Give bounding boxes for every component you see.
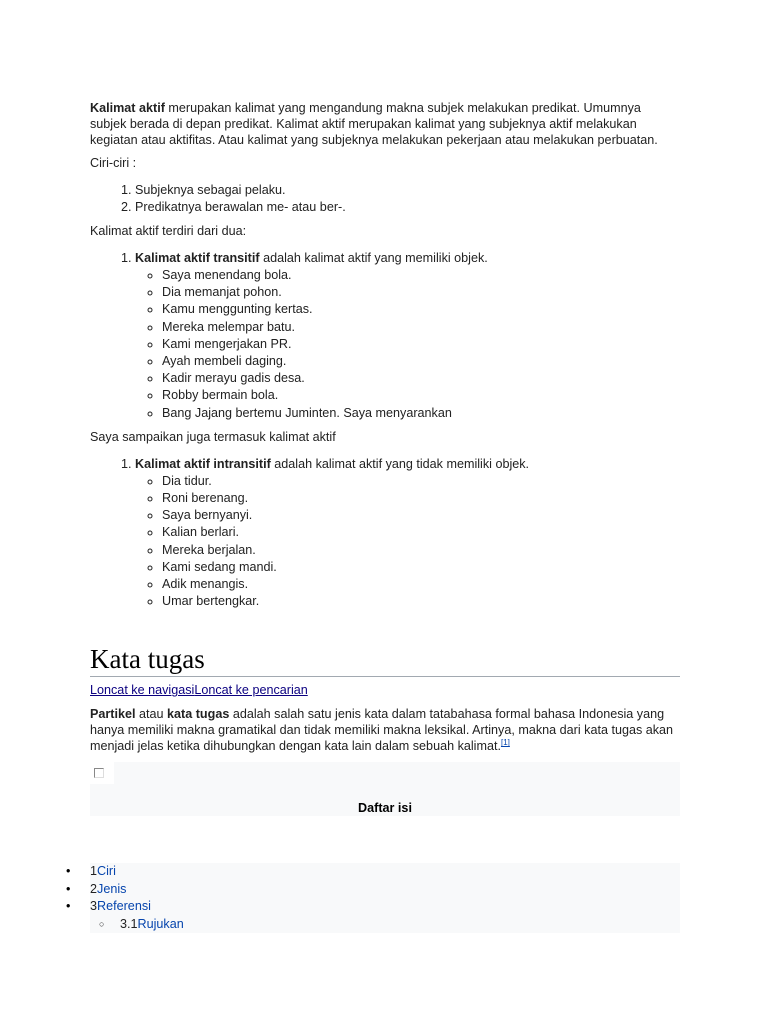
jump-links <box>90 682 680 698</box>
list-item: 1. Subjeknya sebagai pelaku. <box>135 182 680 199</box>
reference-superscript <box>501 738 510 747</box>
section-heading: Kata tugas <box>90 642 680 677</box>
list-item: ◦ Ayah membeli daging. <box>162 353 680 370</box>
list-item: ◦ Robby bermain bola. <box>162 387 680 404</box>
bullet-icon: • <box>66 899 71 913</box>
list-item: ◦ Kami mengerjakan PR. <box>162 336 680 353</box>
toc-toggle[interactable] <box>90 762 114 784</box>
toc-title: Daftar isi <box>358 801 412 816</box>
toc-item-referensi[interactable] <box>66 898 680 916</box>
sampaikan-text: Saya sampaikan juga termasuk kalimat aktif <box>90 429 336 444</box>
list-item: ◦ Mereka berjalan. <box>162 542 680 559</box>
list-item: ◦ Dia tidur. <box>162 473 680 490</box>
transitif-examples <box>135 267 680 422</box>
toc-number: 3 <box>90 899 98 913</box>
article-content <box>90 100 680 816</box>
toc-link[interactable]: Ciri <box>97 864 116 878</box>
list-item: ◦ Bang Jajang bertemu Juminten. Saya menyarankan <box>162 405 680 422</box>
toc-number: 1 <box>90 864 98 878</box>
list-item: ◦ Dia memanjat pohon. <box>162 284 680 301</box>
ciri-label: Ciri-ciri : <box>90 156 137 170</box>
toc-header <box>90 762 680 816</box>
jump-to-search-link[interactable]: Loncat ke pencarian <box>194 683 308 698</box>
list-item: ◦ Saya bernyanyi. <box>162 507 680 524</box>
connector-text: atau <box>135 707 168 722</box>
list-item: ◦ Saya menendang bola. <box>162 267 680 284</box>
transitif-text: adalah kalimat aktif yang memiliki objek. <box>259 251 488 265</box>
list-item: ◦ Adik menangis. <box>162 576 680 593</box>
toc-list <box>66 863 680 933</box>
bullet-icon: • <box>66 881 71 896</box>
list-item: ◦ Mereka melempar batu. <box>162 319 680 336</box>
toc-item-ciri[interactable] <box>66 863 680 881</box>
circle-bullet-icon: ○ <box>99 918 105 929</box>
intransitif-text: adalah kalimat aktif yang tidak memiliki objek. <box>270 456 530 471</box>
toc-item-rujukan[interactable] <box>90 916 680 934</box>
toc-number: 2 <box>90 881 98 896</box>
partikel-term: Partikel <box>90 707 136 722</box>
list-item: ◦ Roni berenang. <box>162 490 680 507</box>
intransitif-item <box>135 456 680 611</box>
list-item: ◦ Kadir merayu gadis desa. <box>162 370 680 387</box>
toc-link[interactable]: Rujukan <box>137 916 184 931</box>
jump-to-navigation-link[interactable]: Loncat ke navigasi <box>90 683 195 698</box>
toc-link[interactable]: Jenis <box>97 881 127 896</box>
transitif-term: Kalimat aktif transitif <box>135 251 260 265</box>
list-item: 2. Predikatnya berawalan me- atau ber-. <box>135 199 680 216</box>
kata-tugas-term: kata tugas <box>167 707 230 722</box>
intransitif-list <box>90 456 680 611</box>
intro-term: Kalimat aktif <box>90 101 165 115</box>
transitif-item <box>135 250 680 422</box>
terdiri-label: Kalimat aktif terdiri dari dua: <box>90 224 247 238</box>
bullet-icon: • <box>66 864 71 878</box>
toc-number: 3.1 <box>120 916 138 931</box>
ciri-list <box>90 182 680 216</box>
toc-toggle-checkbox-icon[interactable] <box>94 768 104 778</box>
list-item: ◦ Umar bertengkar. <box>162 593 680 610</box>
list-item: ◦ Kamu menggunting kertas. <box>162 301 680 318</box>
list-item: ◦ Kami sedang mandi. <box>162 559 680 576</box>
kata-tugas-text: adalah salah satu jenis kata dalam tatabahasa formal bahasa Indonesia yang hanya memiliki makna gramatikal dan tidak memiliki makna leksikal. Artinya, makna dari kata tugas akan menjadi jelas ketika dihubungkan dengan kata lain dalam sebuah kalimat. <box>90 707 674 754</box>
list-item: ◦ Kalian berlari. <box>162 524 680 541</box>
intro-text: merupakan kalimat yang mengandung makna subjek melakukan predikat. Umumnya subjek berada di depan predikat. Kalimat aktif merupakan kalimat yang subjeknya aktif melakukan kegiatan atau aktifitas. Atau kalimat yang subjeknya melakukan pekerjaan atau melakukan perbuatan. <box>90 101 658 147</box>
toc-item-jenis[interactable] <box>66 881 680 899</box>
toc-link[interactable]: Referensi <box>97 899 151 913</box>
intransitif-term: Kalimat aktif intransitif <box>135 456 271 471</box>
transitif-list <box>90 250 680 422</box>
kata-tugas-paragraph <box>90 706 680 754</box>
intro-paragraph <box>90 100 680 148</box>
reference-link[interactable]: [1] <box>500 738 510 748</box>
intransitif-examples <box>135 473 680 611</box>
